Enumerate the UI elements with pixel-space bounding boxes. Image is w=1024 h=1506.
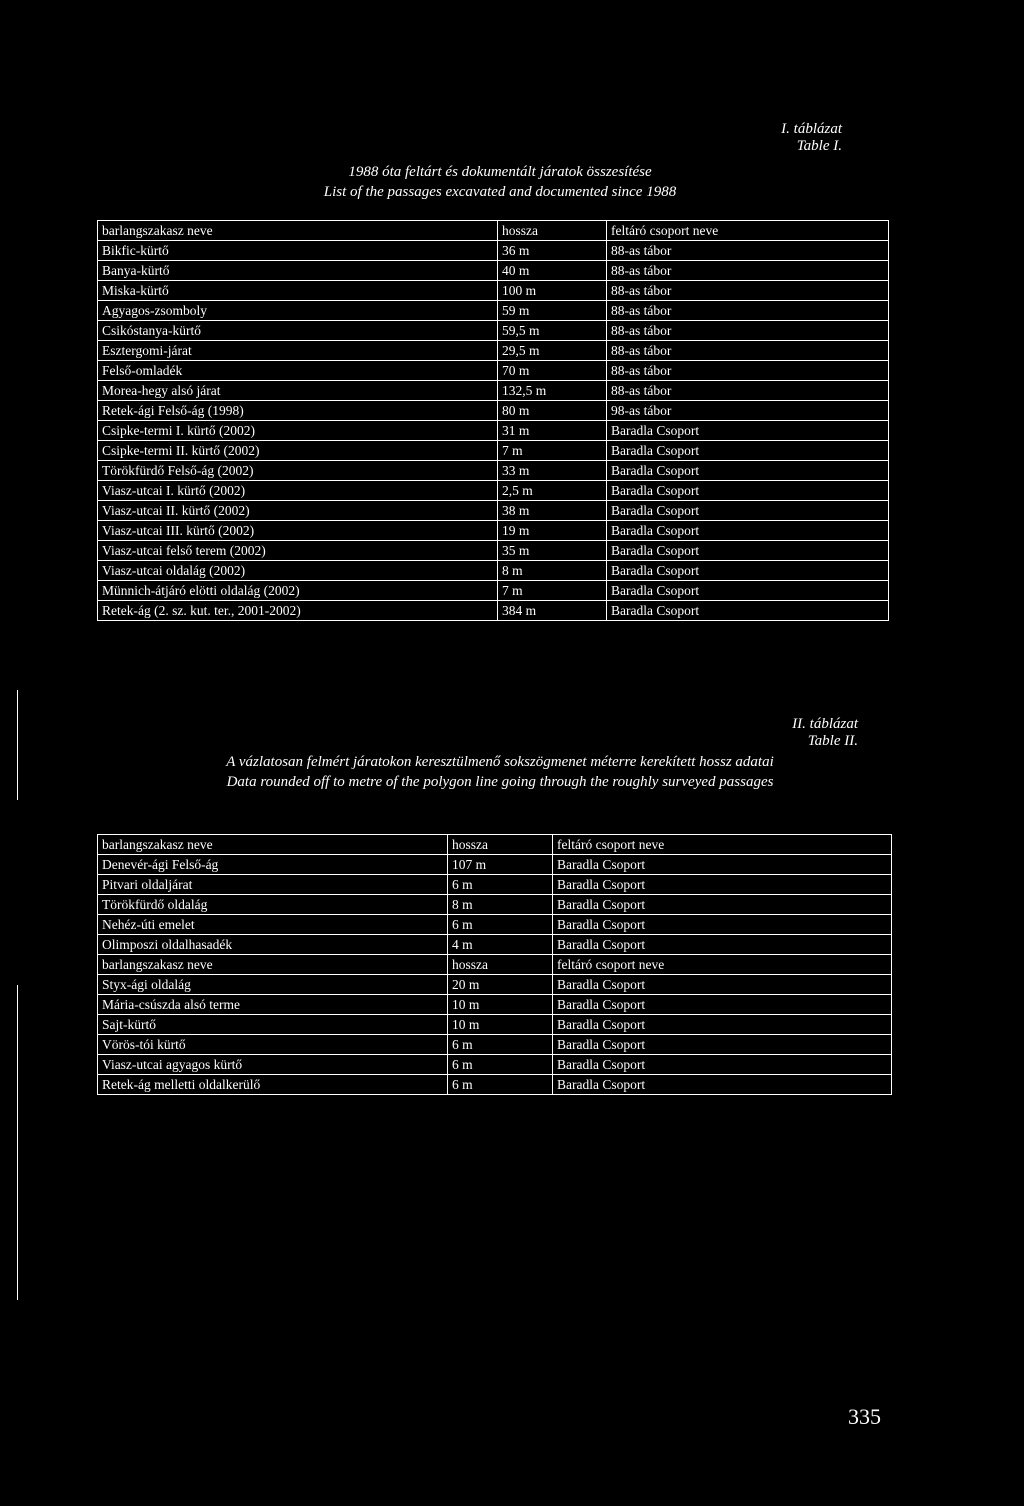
table2 (97, 834, 892, 1095)
cell-group: Baradla Csoport (553, 915, 892, 935)
cell-length: 107 m (448, 855, 553, 875)
table-row (98, 501, 889, 521)
table-row (98, 581, 889, 601)
cell-name: Esztergomi-járat (98, 341, 498, 361)
cell-name: Retek-ág (2. sz. kut. ter., 2001-2002) (98, 601, 498, 621)
table-row (98, 875, 892, 895)
table-row (98, 935, 892, 955)
cell-group: 88-as tábor (607, 381, 889, 401)
table1-title (200, 162, 800, 202)
cell-group: Baradla Csoport (607, 461, 889, 481)
table-row (98, 855, 892, 875)
table1 (97, 220, 889, 621)
cell-name: Viasz-utcai felső terem (2002) (98, 541, 498, 561)
cell-name: Banya-kürtő (98, 261, 498, 281)
table1-label-hu: I. táblázat (781, 121, 842, 137)
cell-length: 70 m (498, 361, 607, 381)
cell-group: Baradla Csoport (607, 501, 889, 521)
cell-name: Styx-ági oldalág (98, 975, 448, 995)
cell-group: feltáró csoport neve (607, 221, 889, 241)
cell-group: 88-as tábor (607, 361, 889, 381)
table2-title-en: Data rounded off to metre of the polygon line going through the roughly surveyed passages (226, 774, 774, 790)
cell-name: Olimposzi oldalhasadék (98, 935, 448, 955)
cell-group: Baradla Csoport (553, 1055, 892, 1075)
cell-group: 88-as tábor (607, 301, 889, 321)
cell-length: 80 m (498, 401, 607, 421)
cell-group: Baradla Csoport (607, 601, 889, 621)
cell-group: 88-as tábor (607, 321, 889, 341)
cell-group: 88-as tábor (607, 281, 889, 301)
cell-group: 88-as tábor (607, 241, 889, 261)
table1-label (781, 121, 842, 155)
table-row (98, 895, 892, 915)
cell-group: Baradla Csoport (553, 1075, 892, 1095)
cell-length: 7 m (498, 441, 607, 461)
table-row (98, 361, 889, 381)
table-row (98, 481, 889, 501)
cell-group: Baradla Csoport (607, 581, 889, 601)
cell-group: Baradla Csoport (553, 895, 892, 915)
cell-length: 36 m (498, 241, 607, 261)
table-row (98, 521, 889, 541)
cell-length: 6 m (448, 915, 553, 935)
table-row (98, 421, 889, 441)
cell-name: Agyagos-zsomboly (98, 301, 498, 321)
cell-name: Viasz-utcai III. kürtő (2002) (98, 521, 498, 541)
cell-length: 33 m (498, 461, 607, 481)
cell-group: Baradla Csoport (607, 421, 889, 441)
table-row (98, 341, 889, 361)
table-row (98, 1035, 892, 1055)
table2-label (792, 716, 858, 750)
cell-name: Pitvari oldaljárat (98, 875, 448, 895)
table-row (98, 975, 892, 995)
cell-name: Bikfic-kürtő (98, 241, 498, 261)
cell-group: Baradla Csoport (553, 1015, 892, 1035)
table-row (98, 561, 889, 581)
margin-line-top (17, 690, 18, 800)
cell-length: 19 m (498, 521, 607, 541)
table-row (98, 281, 889, 301)
cell-name: Denevér-ági Felső-ág (98, 855, 448, 875)
cell-name: barlangszakasz neve (98, 221, 498, 241)
table-row (98, 915, 892, 935)
cell-group: Baradla Csoport (553, 975, 892, 995)
page-number: 335 (848, 1404, 881, 1429)
table-row (98, 541, 889, 561)
cell-group: Baradla Csoport (607, 521, 889, 541)
table2-label-hu: II. táblázat (792, 716, 858, 732)
cell-name: Retek-ág melletti oldalkerülő (98, 1075, 448, 1095)
table-row (98, 461, 889, 481)
cell-group: Baradla Csoport (553, 1035, 892, 1055)
cell-group: feltáró csoport neve (553, 835, 892, 855)
cell-length: 384 m (498, 601, 607, 621)
cell-name: Morea-hegy alsó járat (98, 381, 498, 401)
cell-length: 10 m (448, 1015, 553, 1035)
table1-title-en: List of the passages excavated and documented since 1988 (323, 184, 677, 200)
cell-length: 6 m (448, 1035, 553, 1055)
cell-length: 8 m (448, 895, 553, 915)
cell-name: Vörös-tói kürtő (98, 1035, 448, 1055)
cell-name: barlangszakasz neve (98, 835, 448, 855)
cell-length: 38 m (498, 501, 607, 521)
cell-length: hossza (498, 221, 607, 241)
cell-name: Nehéz-úti emelet (98, 915, 448, 935)
cell-name: Sajt-kürtő (98, 1015, 448, 1035)
cell-name: Felső-omladék (98, 361, 498, 381)
cell-length: 40 m (498, 261, 607, 281)
cell-group: Baradla Csoport (607, 541, 889, 561)
table-row (98, 381, 889, 401)
cell-length: 132,5 m (498, 381, 607, 401)
table-row (98, 401, 889, 421)
table-row (98, 261, 889, 281)
cell-length: 7 m (498, 581, 607, 601)
table1-label-en: Table I. (796, 138, 842, 154)
table-row (98, 995, 892, 1015)
cell-name: Csipke-termi I. kürtő (2002) (98, 421, 498, 441)
cell-group: Baradla Csoport (607, 441, 889, 461)
cell-name: Münnich-átjáró elötti oldalág (2002) (98, 581, 498, 601)
cell-name: Retek-ági Felső-ág (1998) (98, 401, 498, 421)
table-header-row (98, 835, 892, 855)
cell-length: 31 m (498, 421, 607, 441)
cell-length: 35 m (498, 541, 607, 561)
cell-name: Viasz-utcai oldalág (2002) (98, 561, 498, 581)
cell-group: Baradla Csoport (553, 855, 892, 875)
cell-length: 100 m (498, 281, 607, 301)
table-row (98, 1015, 892, 1035)
cell-name: Csikóstanya-kürtő (98, 321, 498, 341)
cell-group: feltáró csoport neve (553, 955, 892, 975)
cell-group: Baradla Csoport (553, 995, 892, 1015)
cell-name: Csipke-termi II. kürtő (2002) (98, 441, 498, 461)
cell-name: Viasz-utcai agyagos kürtő (98, 1055, 448, 1075)
cell-length: hossza (448, 835, 553, 855)
cell-name: Viasz-utcai II. kürtő (2002) (98, 501, 498, 521)
table-row (98, 321, 889, 341)
table2-title (100, 752, 900, 792)
cell-name: Mária-csúszda alsó terme (98, 995, 448, 1015)
cell-group: Baradla Csoport (607, 481, 889, 501)
cell-group: Baradla Csoport (607, 561, 889, 581)
table2-label-en: Table II. (807, 733, 858, 749)
cell-name: Törökfürdő Felső-ág (2002) (98, 461, 498, 481)
cell-length: hossza (448, 955, 553, 975)
cell-group: 88-as tábor (607, 261, 889, 281)
cell-group: Baradla Csoport (553, 875, 892, 895)
cell-name: Törökfürdő oldalág (98, 895, 448, 915)
cell-length: 6 m (448, 1075, 553, 1095)
table-row (98, 441, 889, 461)
cell-length: 6 m (448, 1055, 553, 1075)
table-row (98, 1055, 892, 1075)
margin-line-bottom (17, 985, 18, 1300)
cell-length: 4 m (448, 935, 553, 955)
cell-length: 10 m (448, 995, 553, 1015)
table-row (98, 601, 889, 621)
cell-length: 8 m (498, 561, 607, 581)
table-row (98, 1075, 892, 1095)
table-header-row (98, 221, 889, 241)
cell-name: barlangszakasz neve (98, 955, 448, 975)
table-row (98, 301, 889, 321)
cell-length: 6 m (448, 875, 553, 895)
table2-body (98, 835, 892, 1095)
table1-body (98, 221, 889, 621)
cell-length: 2,5 m (498, 481, 607, 501)
cell-group: 88-as tábor (607, 341, 889, 361)
cell-name: Miska-kürtő (98, 281, 498, 301)
table1-title-hu: 1988 óta feltárt és dokumentált járatok összesítése (348, 164, 652, 180)
cell-length: 59 m (498, 301, 607, 321)
table-row (98, 241, 889, 261)
table2-title-hu: A vázlatosan felmért járatokon keresztülmenő sokszögmenet méterre kerekített hossz adatai (226, 754, 774, 770)
table-row (98, 955, 892, 975)
cell-length: 20 m (448, 975, 553, 995)
cell-group: 98-as tábor (607, 401, 889, 421)
cell-length: 29,5 m (498, 341, 607, 361)
cell-name: Viasz-utcai I. kürtő (2002) (98, 481, 498, 501)
cell-length: 59,5 m (498, 321, 607, 341)
cell-group: Baradla Csoport (553, 935, 892, 955)
